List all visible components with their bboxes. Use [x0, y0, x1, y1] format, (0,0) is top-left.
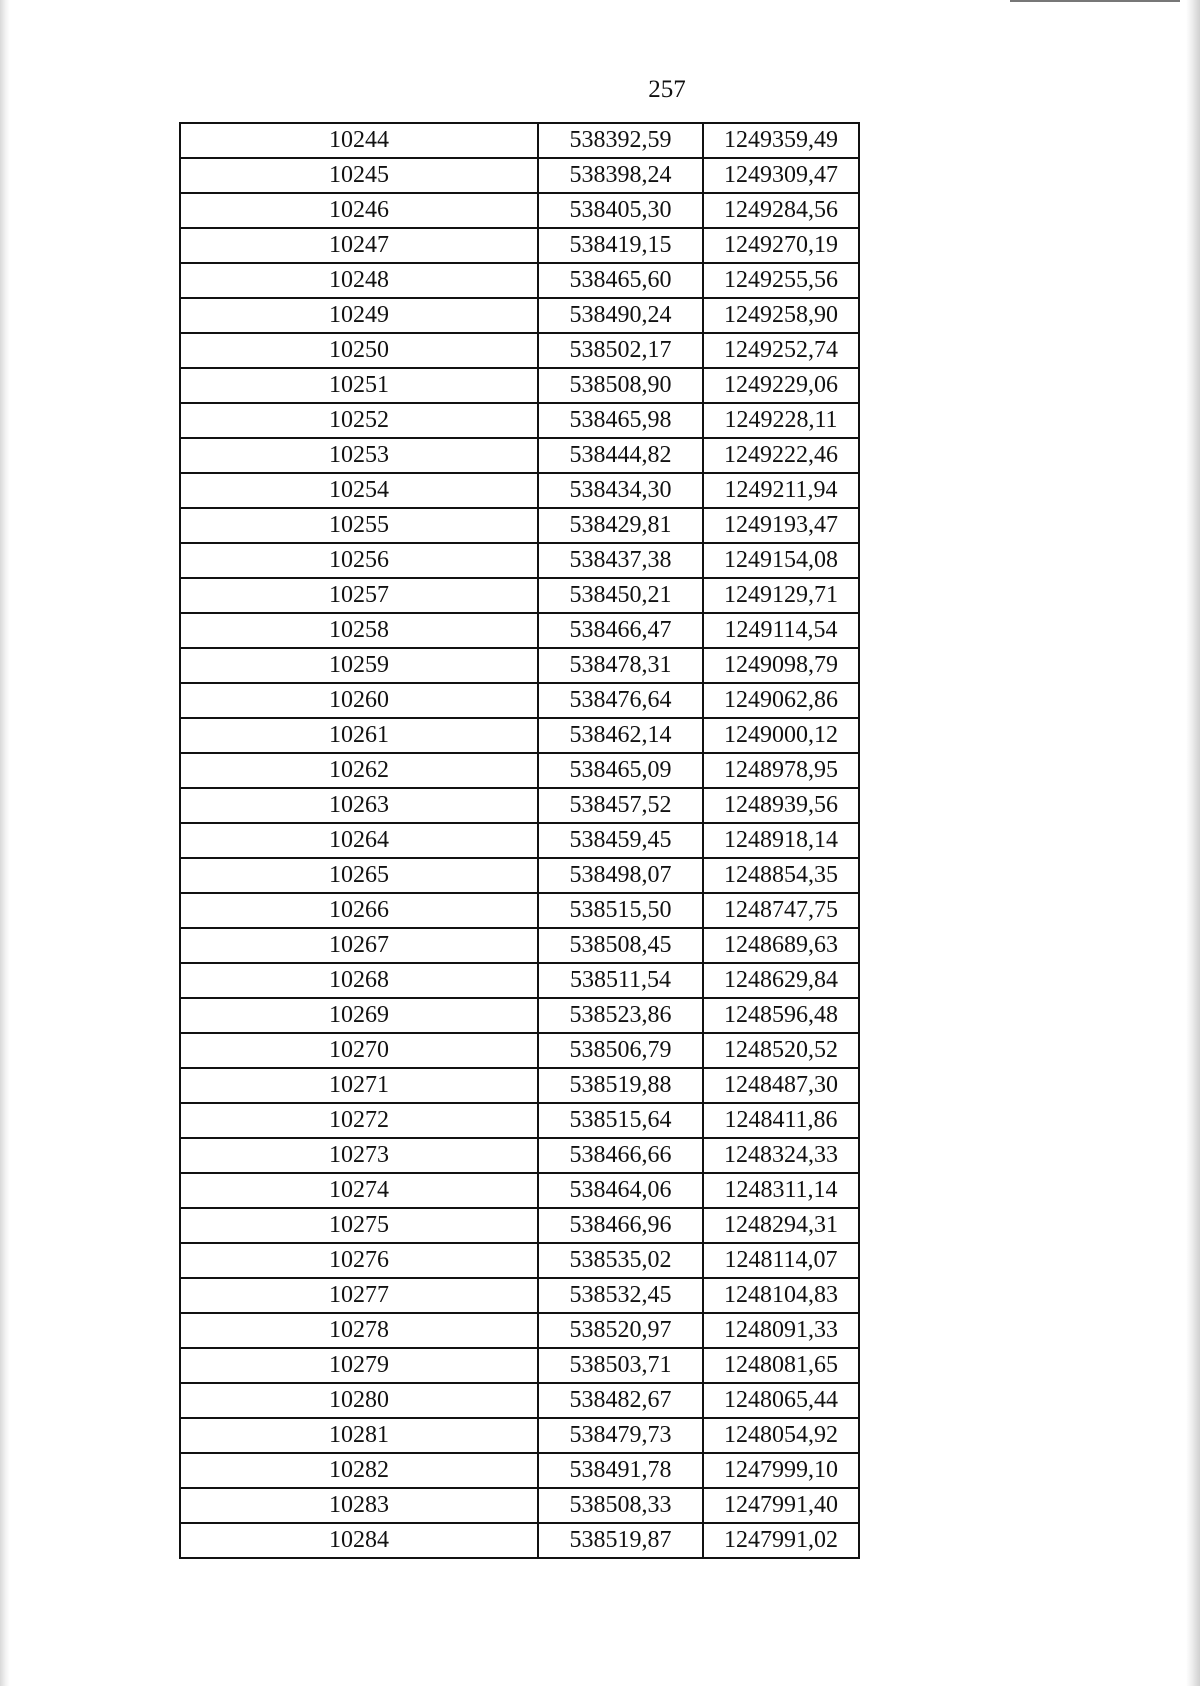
- point-number-cell: 10250: [180, 333, 538, 368]
- y-coordinate-cell: 1248918,14: [703, 823, 859, 858]
- table-row: [180, 928, 859, 963]
- y-coordinate-cell: 1248487,30: [703, 1068, 859, 1103]
- y-coordinate-cell: 1249284,56: [703, 193, 859, 228]
- table-row: [180, 613, 859, 648]
- point-number-cell: 10273: [180, 1138, 538, 1173]
- y-coordinate-cell: 1249211,94: [703, 473, 859, 508]
- table-row: [180, 1418, 859, 1453]
- y-coordinate-cell: 1249222,46: [703, 438, 859, 473]
- table-row: [180, 1383, 859, 1418]
- point-number-cell: 10255: [180, 508, 538, 543]
- y-coordinate-cell: 1248114,07: [703, 1243, 859, 1278]
- point-number-cell: 10284: [180, 1523, 538, 1558]
- table-row: [180, 438, 859, 473]
- y-coordinate-cell: 1248294,31: [703, 1208, 859, 1243]
- point-number-cell: 10281: [180, 1418, 538, 1453]
- table-row: [180, 508, 859, 543]
- point-number-cell: 10269: [180, 998, 538, 1033]
- table-row: [180, 963, 859, 998]
- point-number-cell: 10261: [180, 718, 538, 753]
- y-coordinate-cell: 1248747,75: [703, 893, 859, 928]
- x-coordinate-cell: 538419,15: [538, 228, 703, 263]
- point-number-cell: 10279: [180, 1348, 538, 1383]
- point-number-cell: 10274: [180, 1173, 538, 1208]
- point-number-cell: 10280: [180, 1383, 538, 1418]
- point-number-cell: 10248: [180, 263, 538, 298]
- x-coordinate-cell: 538506,79: [538, 1033, 703, 1068]
- y-coordinate-cell: 1248081,65: [703, 1348, 859, 1383]
- table-row: [180, 1068, 859, 1103]
- table-row: [180, 1348, 859, 1383]
- point-number-cell: 10256: [180, 543, 538, 578]
- y-coordinate-cell: 1249114,54: [703, 613, 859, 648]
- table-row: [180, 1173, 859, 1208]
- point-number-cell: 10283: [180, 1488, 538, 1523]
- x-coordinate-cell: 538434,30: [538, 473, 703, 508]
- x-coordinate-cell: 538466,96: [538, 1208, 703, 1243]
- y-coordinate-cell: 1248689,63: [703, 928, 859, 963]
- scan-edge-left: [0, 0, 10, 1686]
- point-number-cell: 10264: [180, 823, 538, 858]
- x-coordinate-cell: 538437,38: [538, 543, 703, 578]
- y-coordinate-cell: 1249258,90: [703, 298, 859, 333]
- y-coordinate-cell: 1249228,11: [703, 403, 859, 438]
- point-number-cell: 10268: [180, 963, 538, 998]
- table-row: [180, 1453, 859, 1488]
- y-coordinate-cell: 1248065,44: [703, 1383, 859, 1418]
- x-coordinate-cell: 538462,14: [538, 718, 703, 753]
- table-row: [180, 543, 859, 578]
- table-row: [180, 333, 859, 368]
- point-number-cell: 10271: [180, 1068, 538, 1103]
- y-coordinate-cell: 1248939,56: [703, 788, 859, 823]
- x-coordinate-cell: 538523,86: [538, 998, 703, 1033]
- x-coordinate-cell: 538444,82: [538, 438, 703, 473]
- y-coordinate-cell: 1249229,06: [703, 368, 859, 403]
- table-row: [180, 368, 859, 403]
- table-row: [180, 718, 859, 753]
- x-coordinate-cell: 538482,67: [538, 1383, 703, 1418]
- point-number-cell: 10252: [180, 403, 538, 438]
- point-number-cell: 10244: [180, 123, 538, 158]
- table-row: [180, 473, 859, 508]
- table-row: [180, 158, 859, 193]
- table-row: [180, 858, 859, 893]
- y-coordinate-cell: 1249252,74: [703, 333, 859, 368]
- table-row: [180, 788, 859, 823]
- x-coordinate-cell: 538508,33: [538, 1488, 703, 1523]
- x-coordinate-cell: 538405,30: [538, 193, 703, 228]
- x-coordinate-cell: 538476,64: [538, 683, 703, 718]
- x-coordinate-cell: 538392,59: [538, 123, 703, 158]
- point-number-cell: 10253: [180, 438, 538, 473]
- x-coordinate-cell: 538466,66: [538, 1138, 703, 1173]
- y-coordinate-cell: 1248324,33: [703, 1138, 859, 1173]
- y-coordinate-cell: 1248054,92: [703, 1418, 859, 1453]
- point-number-cell: 10267: [180, 928, 538, 963]
- y-coordinate-cell: 1249154,08: [703, 543, 859, 578]
- x-coordinate-cell: 538465,60: [538, 263, 703, 298]
- y-coordinate-cell: 1247991,02: [703, 1523, 859, 1558]
- y-coordinate-cell: 1248978,95: [703, 753, 859, 788]
- y-coordinate-cell: 1247999,10: [703, 1453, 859, 1488]
- point-number-cell: 10257: [180, 578, 538, 613]
- y-coordinate-cell: 1249098,79: [703, 648, 859, 683]
- x-coordinate-cell: 538520,97: [538, 1313, 703, 1348]
- x-coordinate-cell: 538535,02: [538, 1243, 703, 1278]
- x-coordinate-cell: 538459,45: [538, 823, 703, 858]
- x-coordinate-cell: 538498,07: [538, 858, 703, 893]
- x-coordinate-cell: 538429,81: [538, 508, 703, 543]
- table-row: [180, 403, 859, 438]
- x-coordinate-cell: 538465,98: [538, 403, 703, 438]
- x-coordinate-cell: 538457,52: [538, 788, 703, 823]
- point-number-cell: 10254: [180, 473, 538, 508]
- x-coordinate-cell: 538464,06: [538, 1173, 703, 1208]
- coordinates-table-body: [180, 123, 859, 1558]
- x-coordinate-cell: 538450,21: [538, 578, 703, 613]
- table-row: [180, 578, 859, 613]
- x-coordinate-cell: 538511,54: [538, 963, 703, 998]
- x-coordinate-cell: 538519,88: [538, 1068, 703, 1103]
- y-coordinate-cell: 1249129,71: [703, 578, 859, 613]
- table-row: [180, 683, 859, 718]
- table-row: [180, 1243, 859, 1278]
- point-number-cell: 10246: [180, 193, 538, 228]
- point-number-cell: 10282: [180, 1453, 538, 1488]
- x-coordinate-cell: 538465,09: [538, 753, 703, 788]
- y-coordinate-cell: 1248520,52: [703, 1033, 859, 1068]
- x-coordinate-cell: 538515,50: [538, 893, 703, 928]
- table-row: [180, 1138, 859, 1173]
- table-row: [180, 753, 859, 788]
- table-row: [180, 193, 859, 228]
- x-coordinate-cell: 538491,78: [538, 1453, 703, 1488]
- y-coordinate-cell: 1248854,35: [703, 858, 859, 893]
- point-number-cell: 10259: [180, 648, 538, 683]
- x-coordinate-cell: 538398,24: [538, 158, 703, 193]
- table-row: [180, 1103, 859, 1138]
- y-coordinate-cell: 1248311,14: [703, 1173, 859, 1208]
- x-coordinate-cell: 538508,90: [538, 368, 703, 403]
- point-number-cell: 10278: [180, 1313, 538, 1348]
- y-coordinate-cell: 1249062,86: [703, 683, 859, 718]
- scan-line-top: [1010, 0, 1180, 2]
- table-row: [180, 823, 859, 858]
- y-coordinate-cell: 1249359,49: [703, 123, 859, 158]
- point-number-cell: 10251: [180, 368, 538, 403]
- table-row: [180, 123, 859, 158]
- coordinates-table: [179, 122, 860, 1559]
- page-number: 257: [648, 76, 686, 103]
- table-row: [180, 1278, 859, 1313]
- point-number-cell: 10265: [180, 858, 538, 893]
- table-row: [180, 893, 859, 928]
- point-number-cell: 10245: [180, 158, 538, 193]
- point-number-cell: 10270: [180, 1033, 538, 1068]
- x-coordinate-cell: 538532,45: [538, 1278, 703, 1313]
- y-coordinate-cell: 1249000,12: [703, 718, 859, 753]
- x-coordinate-cell: 538490,24: [538, 298, 703, 333]
- point-number-cell: 10247: [180, 228, 538, 263]
- point-number-cell: 10272: [180, 1103, 538, 1138]
- point-number-cell: 10266: [180, 893, 538, 928]
- scan-edge-right: [1186, 0, 1200, 1686]
- y-coordinate-cell: 1248629,84: [703, 963, 859, 998]
- x-coordinate-cell: 538503,71: [538, 1348, 703, 1383]
- table-row: [180, 228, 859, 263]
- x-coordinate-cell: 538478,31: [538, 648, 703, 683]
- x-coordinate-cell: 538479,73: [538, 1418, 703, 1453]
- table-row: [180, 263, 859, 298]
- table-row: [180, 998, 859, 1033]
- point-number-cell: 10276: [180, 1243, 538, 1278]
- y-coordinate-cell: 1247991,40: [703, 1488, 859, 1523]
- table-row: [180, 648, 859, 683]
- point-number-cell: 10277: [180, 1278, 538, 1313]
- y-coordinate-cell: 1249193,47: [703, 508, 859, 543]
- x-coordinate-cell: 538502,17: [538, 333, 703, 368]
- table-row: [180, 298, 859, 333]
- y-coordinate-cell: 1248091,33: [703, 1313, 859, 1348]
- y-coordinate-cell: 1248596,48: [703, 998, 859, 1033]
- table-row: [180, 1523, 859, 1558]
- point-number-cell: 10249: [180, 298, 538, 333]
- y-coordinate-cell: 1248411,86: [703, 1103, 859, 1138]
- y-coordinate-cell: 1249309,47: [703, 158, 859, 193]
- point-number-cell: 10258: [180, 613, 538, 648]
- table-row: [180, 1313, 859, 1348]
- point-number-cell: 10263: [180, 788, 538, 823]
- point-number-cell: 10260: [180, 683, 538, 718]
- table-row: [180, 1488, 859, 1523]
- table-row: [180, 1208, 859, 1243]
- point-number-cell: 10275: [180, 1208, 538, 1243]
- point-number-cell: 10262: [180, 753, 538, 788]
- x-coordinate-cell: 538519,87: [538, 1523, 703, 1558]
- table-row: [180, 1033, 859, 1068]
- y-coordinate-cell: 1249270,19: [703, 228, 859, 263]
- x-coordinate-cell: 538466,47: [538, 613, 703, 648]
- y-coordinate-cell: 1249255,56: [703, 263, 859, 298]
- x-coordinate-cell: 538508,45: [538, 928, 703, 963]
- y-coordinate-cell: 1248104,83: [703, 1278, 859, 1313]
- x-coordinate-cell: 538515,64: [538, 1103, 703, 1138]
